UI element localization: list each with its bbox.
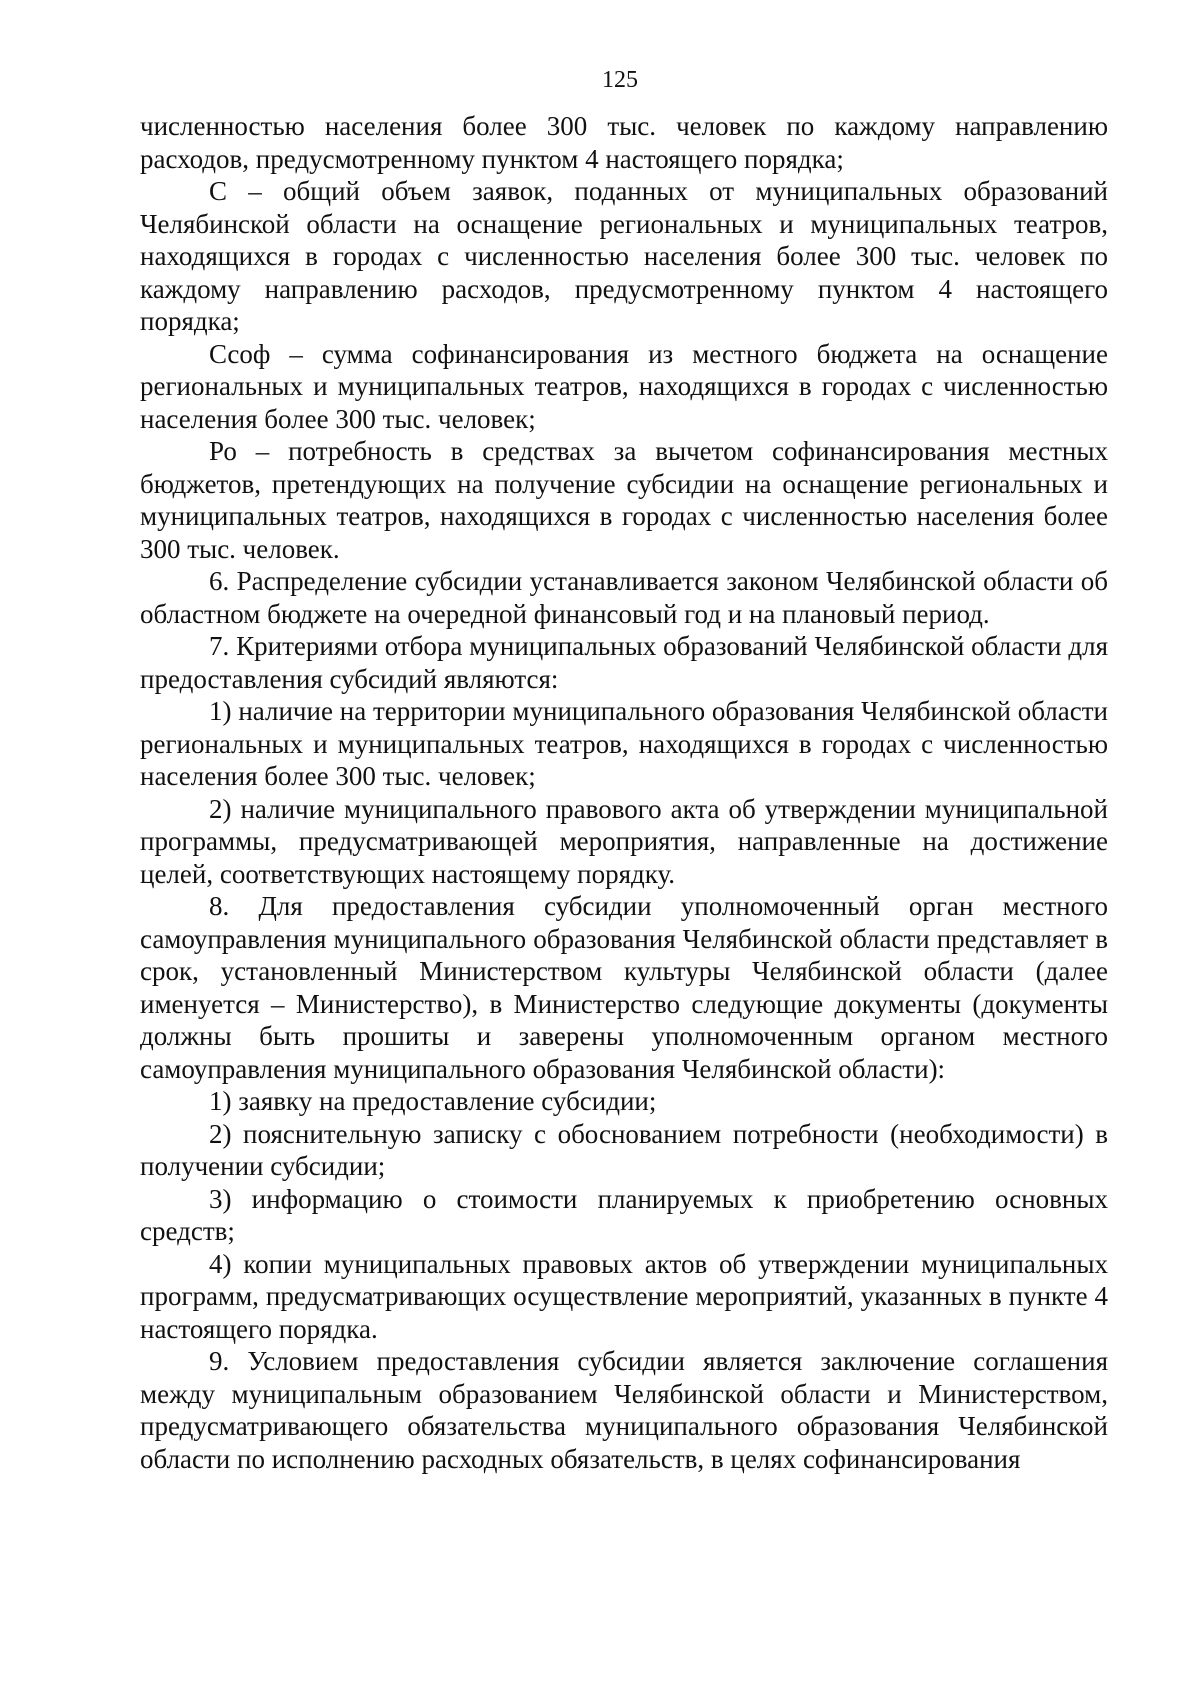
page-number: 125 <box>602 67 638 93</box>
paragraph-continuation: численностью населения более 300 тыс. человек по каждому направлению расходов, предусмотренному пунктом 4 настоящего порядка; <box>140 111 1108 174</box>
paragraph-definition-csof: Ссоф – сумма софинансирования из местного бюджета на оснащение региональных и муниципальных театров, находящихся в городах с численностью населения более 300 тыс. человек; <box>140 338 1108 434</box>
paragraph-clause-8-item-2: 2) пояснительную записку с обоснованием потребности (необходимости) в получении субсидии; <box>140 1118 1108 1181</box>
paragraph-clause-7: 7. Критериями отбора муниципальных образований Челябинской области для предоставления субсидий являются: <box>140 631 1108 694</box>
paragraph-clause-6: 6. Распределение субсидии устанавливается законом Челябинской области об областном бюджете на очередной финансовый год и на плановый период. <box>140 566 1108 629</box>
paragraph-definition-ro: Ро – потребность в средствах за вычетом софинансирования местных бюджетов, претендующих на получение субсидии на оснащение региональных и муниципальных театров, находящихся в городах с численностью населения более 300 тыс. человек. <box>140 436 1108 564</box>
document-body <box>140 110 1108 1475</box>
paragraph-clause-7-item-1: 1) наличие на территории муниципального образования Челябинской области региональных и муниципальных театров, находящихся в городах с численностью населения более 300 тыс. человек; <box>140 696 1108 791</box>
paragraph-clause-8-item-4: 4) копии муниципальных правовых актов об утверждении муниципальных программ, предусматривающих осуществление мероприятий, указанных в пункте 4 настоящего порядка. <box>140 1248 1108 1344</box>
paragraph-clause-8-item-1: 1) заявку на предоставление субсидии; <box>209 1086 657 1116</box>
paragraph-clause-8: 8. Для предоставления субсидии уполномоченный орган местного самоуправления муниципального образования Челябинской области представляет в срок, установленный Министерством культуры Челябинской области (далее именуется – Министерство), в Министерство следующие документы (документы должны быть прошиты и заверены уполномоченным органом местного самоуправления муниципального образования Челябинской области): <box>140 891 1108 1084</box>
paragraph-definition-c: С – общий объем заявок, поданных от муниципальных образований Челябинской области на оснащение региональных и муниципальных театров, находящихся в городах с численностью населения более 300 тыс. человек по каждому направлению расходов, предусмотренному пунктом 4 настоящего порядка; <box>140 176 1108 336</box>
paragraph-clause-8-item-3: 3) информацию о стоимости планируемых к приобретению основных средств; <box>140 1183 1108 1246</box>
paragraph-clause-7-item-2: 2) наличие муниципального правового акта об утверждении муниципальной программы, предусматривающей мероприятия, направленные на достижение целей, соответствующих настоящему порядку. <box>140 793 1108 889</box>
paragraph-clause-9: 9. Условием предоставления субсидии является заключение соглашения между муниципальным образованием Челябинской области и Министерством, предусматривающего обязательства муниципального образования Челябинской области по исполнению расходных обязательств, в целях софинансирования <box>140 1346 1108 1474</box>
